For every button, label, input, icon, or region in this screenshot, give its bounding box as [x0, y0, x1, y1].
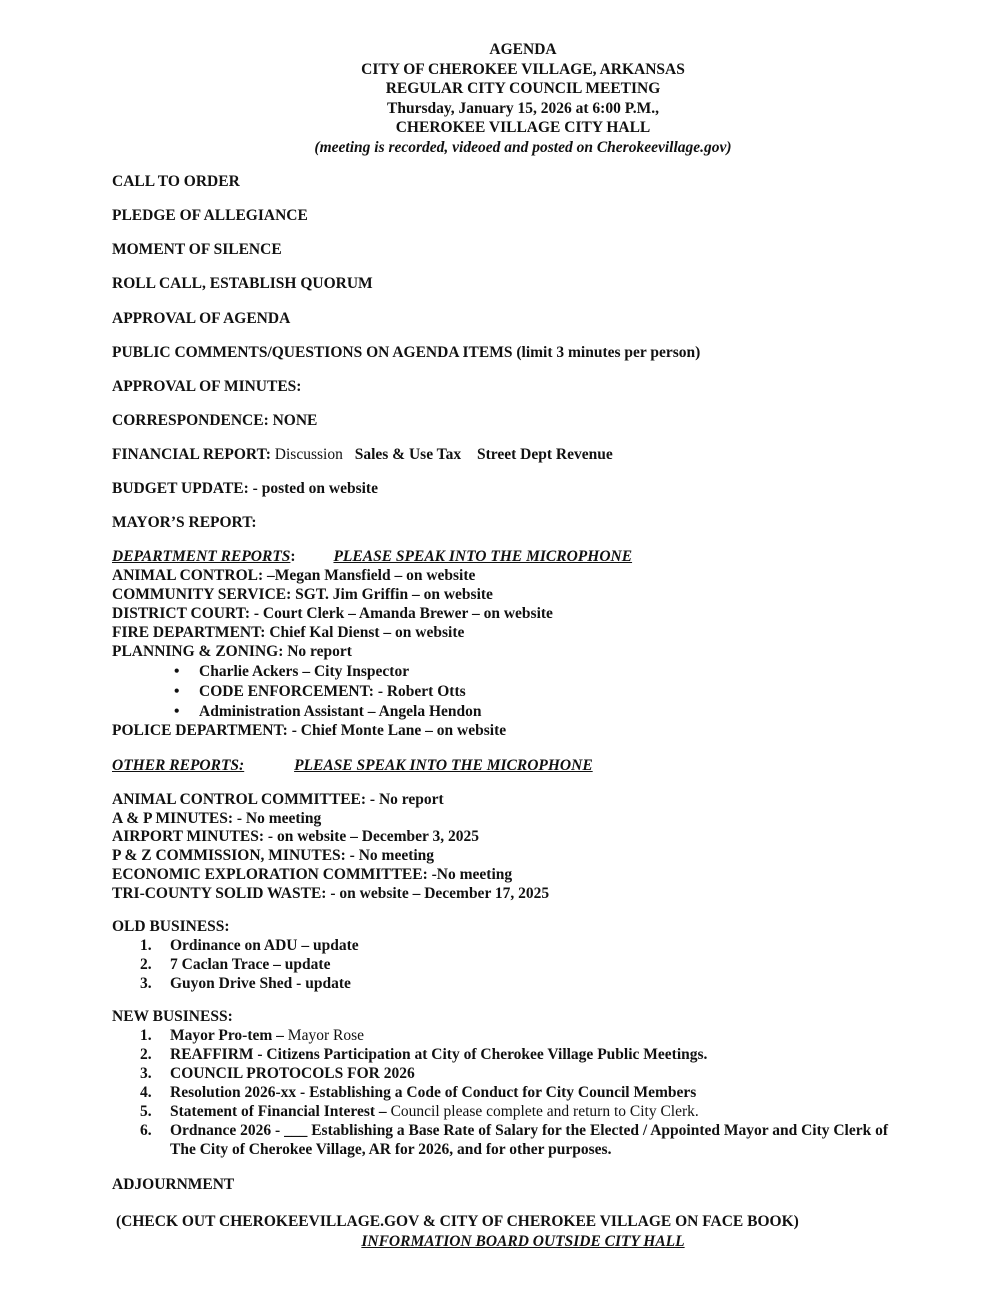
list-number: 1. [140, 1027, 152, 1044]
bullet-icon: • [174, 703, 180, 720]
new-business-item-1: Mayor Pro-tem – Mayor Rose [170, 1027, 364, 1044]
new-business-item-3: COUNCIL PROTOCOLS FOR 2026 [170, 1065, 415, 1082]
other-report-line: P & Z COMMISSION, MINUTES: - No meeting [112, 847, 435, 864]
list-number: 1. [140, 937, 152, 954]
item-mayor-report: MAYOR’S REPORT: [112, 514, 257, 531]
financial-label: FINANCIAL REPORT: [112, 446, 271, 463]
list-number: 2. [140, 1046, 152, 1063]
item-moment-of-silence: MOMENT OF SILENCE [112, 241, 282, 258]
new-business-item-4: Resolution 2026-xx - Establishing a Code of Conduct for City Council Members [170, 1084, 697, 1101]
list-number: 3. [140, 975, 152, 992]
header-title: AGENDA [489, 41, 557, 58]
other-heading-label: OTHER REPORTS: [112, 757, 245, 774]
agenda-header [0, 40, 1000, 157]
planning-item: Administration Assistant – Angela Hendon [199, 703, 482, 720]
other-report-line: ANIMAL CONTROL COMMITTEE: - No report [112, 791, 444, 808]
bullet-icon: • [174, 683, 180, 700]
list-number: 2. [140, 956, 152, 973]
list-number: 6. [140, 1122, 152, 1139]
list-number: 3. [140, 1065, 152, 1082]
dept-planning-zoning: PLANNING & ZONING: No report [112, 643, 352, 660]
list-number: 4. [140, 1084, 152, 1101]
item-approval-agenda: APPROVAL OF AGENDA [112, 310, 291, 327]
other-report-line: TRI-COUNTY SOLID WASTE: - on website – December 17, 2025 [112, 885, 550, 902]
department-reports-heading: DEPARTMENT REPORTS: PLEASE SPEAK INTO THE MICROPHONE [112, 548, 633, 565]
department-speak-note: PLEASE SPEAK INTO THE MICROPHONE [333, 548, 633, 565]
planning-item: CODE ENFORCEMENT: - Robert Otts [199, 683, 466, 700]
item-approval-minutes: APPROVAL OF MINUTES: [112, 378, 302, 395]
item-public-comments: PUBLIC COMMENTS/QUESTIONS ON AGENDA ITEMS (limit 3 minutes per person) [112, 344, 701, 361]
new-business-heading: NEW BUSINESS: [112, 1008, 233, 1025]
list-number: 5. [140, 1103, 152, 1120]
header-date: Thursday, January 15, 2026 at 6:00 P.M., [387, 99, 659, 117]
bullet-icon: • [174, 663, 180, 680]
new-business-item-5: Statement of Financial Interest – Council please complete and return to City Clerk. [170, 1103, 699, 1120]
footer-website-note: (CHECK OUT CHEROKEEVILLAGE.GOV & CITY OF CHEROKEE VILLAGE ON FACE BOOK) [116, 1213, 799, 1230]
other-report-line: ECONOMIC EXPLORATION COMMITTEE: -No meeting [112, 866, 513, 883]
financial-sales-tax: Sales & Use Tax [354, 446, 462, 463]
header-recording-note: (meeting is recorded, videoed and posted on Cherokeevillage.gov) [314, 138, 732, 156]
dept-police: POLICE DEPARTMENT: - Chief Monte Lane – on website [112, 722, 507, 739]
old-business-item: Ordinance on ADU – update [170, 937, 359, 954]
dept-animal-control: ANIMAL CONTROL: –Megan Mansfield – on website [112, 567, 476, 584]
dept-fire: FIRE DEPARTMENT: Chief Kal Dienst – on website [112, 624, 465, 641]
other-speak-note: PLEASE SPEAK INTO THE MICROPHONE [294, 757, 593, 774]
header-city: CITY OF CHEROKEE VILLAGE, ARKANSAS [361, 60, 685, 78]
new-business-item-6: Ordnance 2026 - ___ Establishing a Base Rate of Salary for the Elected / Appointed Mayor and City Clerk of [170, 1122, 889, 1139]
planning-item: Charlie Ackers – City Inspector [199, 663, 410, 680]
old-business-item: 7 Caclan Trace – update [170, 956, 331, 973]
dept-community-service: COMMUNITY SERVICE: SGT. Jim Griffin – on website [112, 586, 493, 603]
new-business-item-2: REAFFIRM - Citizens Participation at City of Cherokee Village Public Meetings. [170, 1046, 708, 1063]
item-pledge: PLEDGE OF ALLEGIANCE [112, 207, 308, 224]
item-budget-update: BUDGET UPDATE: - posted on website [112, 480, 378, 497]
item-call-to-order: CALL TO ORDER [112, 173, 240, 190]
item-correspondence: CORRESPONDENCE: NONE [112, 412, 318, 429]
old-business-item: Guyon Drive Shed - update [170, 975, 351, 992]
footer-info-board: INFORMATION BOARD OUTSIDE CITY HALL [361, 1233, 685, 1250]
other-report-line: AIRPORT MINUTES: - on website – December 3, 2025 [112, 828, 479, 845]
other-reports-heading [112, 757, 593, 775]
dept-district-court: DISTRICT COURT: - Court Clerk – Amanda Brewer – on website [112, 605, 553, 622]
header-meeting-type: REGULAR CITY COUNCIL MEETING [385, 80, 661, 97]
item-financial-report [112, 446, 613, 464]
header-location: CHEROKEE VILLAGE CITY HALL [395, 119, 651, 136]
financial-street-revenue: Street Dept Revenue [476, 446, 613, 463]
other-report-line: A & P MINUTES: - No meeting [112, 810, 322, 827]
department-heading-label: DEPARTMENT REPORTS [112, 548, 291, 565]
financial-discussion: Discussion [274, 446, 343, 463]
item-roll-call: ROLL CALL, ESTABLISH QUORUM [112, 275, 373, 292]
old-business-heading: OLD BUSINESS: [112, 918, 230, 935]
new-business-item-6-cont: The City of Cherokee Village, AR for 2026, and for other purposes. [170, 1141, 612, 1158]
item-adjournment: ADJOURNMENT [112, 1176, 235, 1193]
